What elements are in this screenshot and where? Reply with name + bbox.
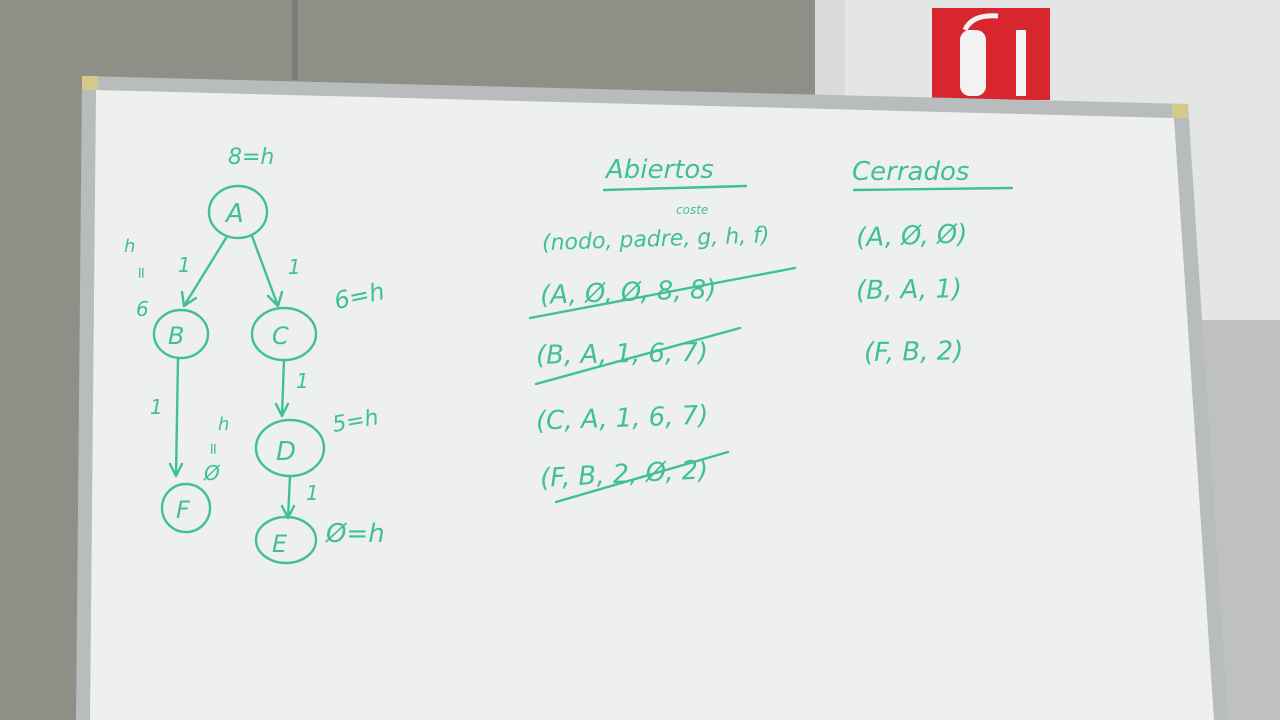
heuristic-label-c: 6=h <box>331 277 387 316</box>
node-e-label: E <box>272 530 288 558</box>
node-b-label: B <box>168 322 185 350</box>
edge-cost-a-c: 1 <box>288 255 301 279</box>
metal-door-frame <box>815 0 845 100</box>
open-list-row: (A, Ø, Ø, 8, 8) <box>539 274 718 311</box>
heuristic-label-f-h: h <box>218 414 230 435</box>
closed-list-row: (A, Ø, Ø) <box>855 219 968 254</box>
heuristic-label-f-eq: = <box>204 442 223 456</box>
heuristic-label-d: 5=h <box>330 405 381 438</box>
node-a-label: A <box>226 199 244 229</box>
fire-extinguisher-sign <box>932 8 1050 100</box>
heuristic-label-a: 8=h <box>228 145 275 170</box>
closed-list-title: Cerrados <box>852 157 970 187</box>
open-list-row: (F, B, 2, Ø, 2) <box>539 455 710 494</box>
node-f-label: F <box>176 496 190 524</box>
open-list-header: (nodo, padre, g, h, f) <box>541 223 770 257</box>
open-list-row: (C, A, 1, 6, 7) <box>535 400 709 437</box>
node-c-label: C <box>272 322 289 350</box>
heuristic-label-b-h: h <box>124 236 136 257</box>
open-list-title: Abiertos <box>606 155 714 185</box>
edge-cost-d-e: 1 <box>306 481 319 505</box>
closed-list-row: (B, A, 1) <box>855 274 963 307</box>
heuristic-label-e: Ø=h <box>326 519 385 549</box>
open-list-header-note: coste <box>676 203 709 217</box>
open-list-row: (B, A, 1, 6, 7) <box>535 337 709 371</box>
edge-cost-a-b: 1 <box>178 253 191 277</box>
heuristic-label-b-val: 6 <box>136 297 149 321</box>
edge-cost-b-f: 1 <box>150 395 163 419</box>
edge-cost-c-d: 1 <box>296 369 309 393</box>
heuristic-label-f-val: Ø <box>204 461 220 485</box>
node-d-label: D <box>276 437 297 467</box>
heuristic-label-b-eq: = <box>132 266 151 280</box>
closed-list-row: (F, B, 2) <box>863 336 964 369</box>
wall-panel-seam <box>292 0 298 80</box>
